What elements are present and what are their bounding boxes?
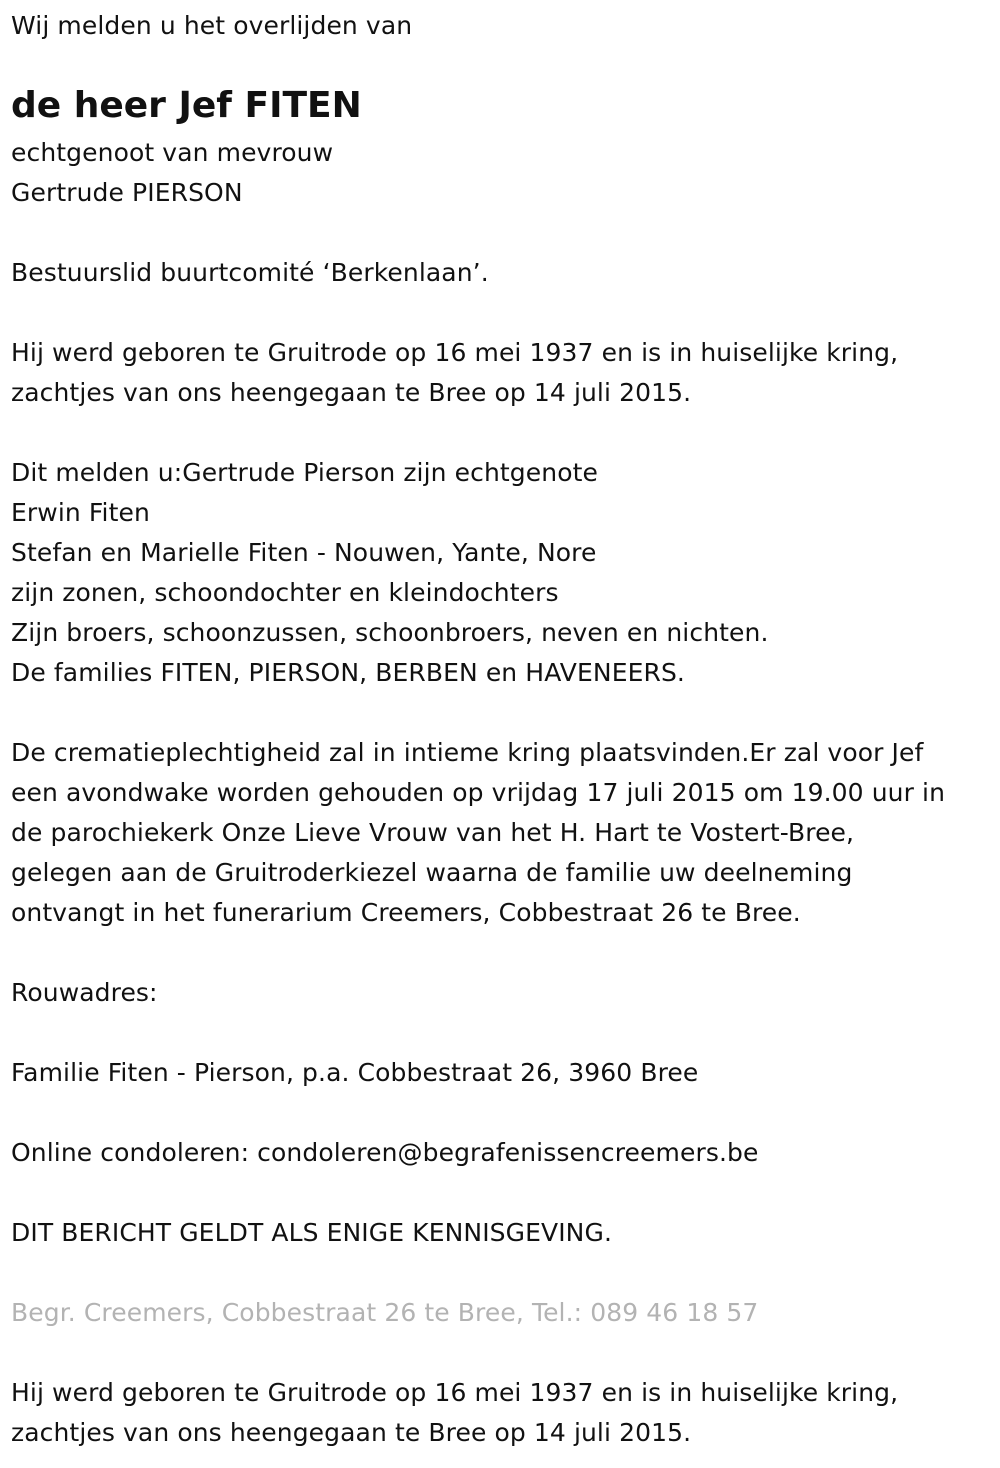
repeat-line-2: zachtjes van ons heengegaan te Bree op 14 juli 2015. <box>11 1418 692 1447</box>
ceremony-line: een avondwake worden gehouden op vrijdag 17 juli 2015 om 19.00 uur in <box>11 778 946 807</box>
spacer <box>11 1173 991 1213</box>
spacer <box>11 213 991 253</box>
death-notice <box>11 0 991 1453</box>
family-line: zijn zonen, schoondochter en kleindochters <box>11 578 559 607</box>
repeat-line-1: Hij werd geboren te Gruitrode op 16 mei 1937 en is in huiselijke kring, <box>11 1378 899 1407</box>
family-line: Stefan en Marielle Fiten - Nouwen, Yante, Nore <box>11 538 597 567</box>
spacer <box>11 933 991 973</box>
online-condolence: Online condoleren: condoleren@begrafenissencreemers.be <box>11 1138 759 1167</box>
spouse-line-2: Gertrude PIERSON <box>11 178 243 207</box>
ceremony-line: de parochiekerk Onze Lieve Vrouw van het H. Hart te Vostert-Bree, <box>11 818 855 847</box>
birth-death-line-2: zachtjes van ons heengegaan te Bree op 14 juli 2015. <box>11 378 692 407</box>
spacer <box>11 1093 991 1133</box>
birth-death-line-1: Hij werd geboren te Gruitrode op 16 mei 1937 en is in huiselijke kring, <box>11 338 899 367</box>
ceremony-line: ontvangt in het funerarium Creemers, Cobbestraat 26 te Bree. <box>11 898 801 927</box>
family-line: Erwin Fiten <box>11 498 150 527</box>
ceremony-line: De crematieplechtigheid zal in intieme kring plaatsvinden.Er zal voor Jef <box>11 738 924 767</box>
spacer <box>11 1013 991 1053</box>
spacer <box>11 413 991 453</box>
spacer <box>11 1333 991 1373</box>
ceremony-line: gelegen aan de Gruitroderkiezel waarna de familie uw deelneming <box>11 858 853 887</box>
intro-text: Wij melden u het overlijden van <box>11 11 413 40</box>
funeral-home-contact: Begr. Creemers, Cobbestraat 26 te Bree, Tel.: 089 46 18 57 <box>11 1298 759 1327</box>
family-line: Dit melden u:Gertrude Pierson zijn echtgenote <box>11 458 598 487</box>
family-line: De families FITEN, PIERSON, BERBEN en HAVENEERS. <box>11 658 685 687</box>
mourning-address: Familie Fiten - Pierson, p.a. Cobbestraat 26, 3960 Bree <box>11 1058 699 1087</box>
spacer <box>11 293 991 333</box>
official-notice: DIT BERICHT GELDT ALS ENIGE KENNISGEVING. <box>11 1218 612 1247</box>
spacer <box>11 1253 991 1293</box>
family-line: Zijn broers, schoonzussen, schoonbroers, neven en nichten. <box>11 618 769 647</box>
deceased-name: de heer Jef FITEN <box>11 85 362 126</box>
spouse-line-1: echtgenoot van mevrouw <box>11 138 334 167</box>
mourning-address-label: Rouwadres: <box>11 978 158 1007</box>
spacer <box>11 693 991 733</box>
role-text: Bestuurslid buurtcomité ‘Berkenlaan’. <box>11 258 489 287</box>
